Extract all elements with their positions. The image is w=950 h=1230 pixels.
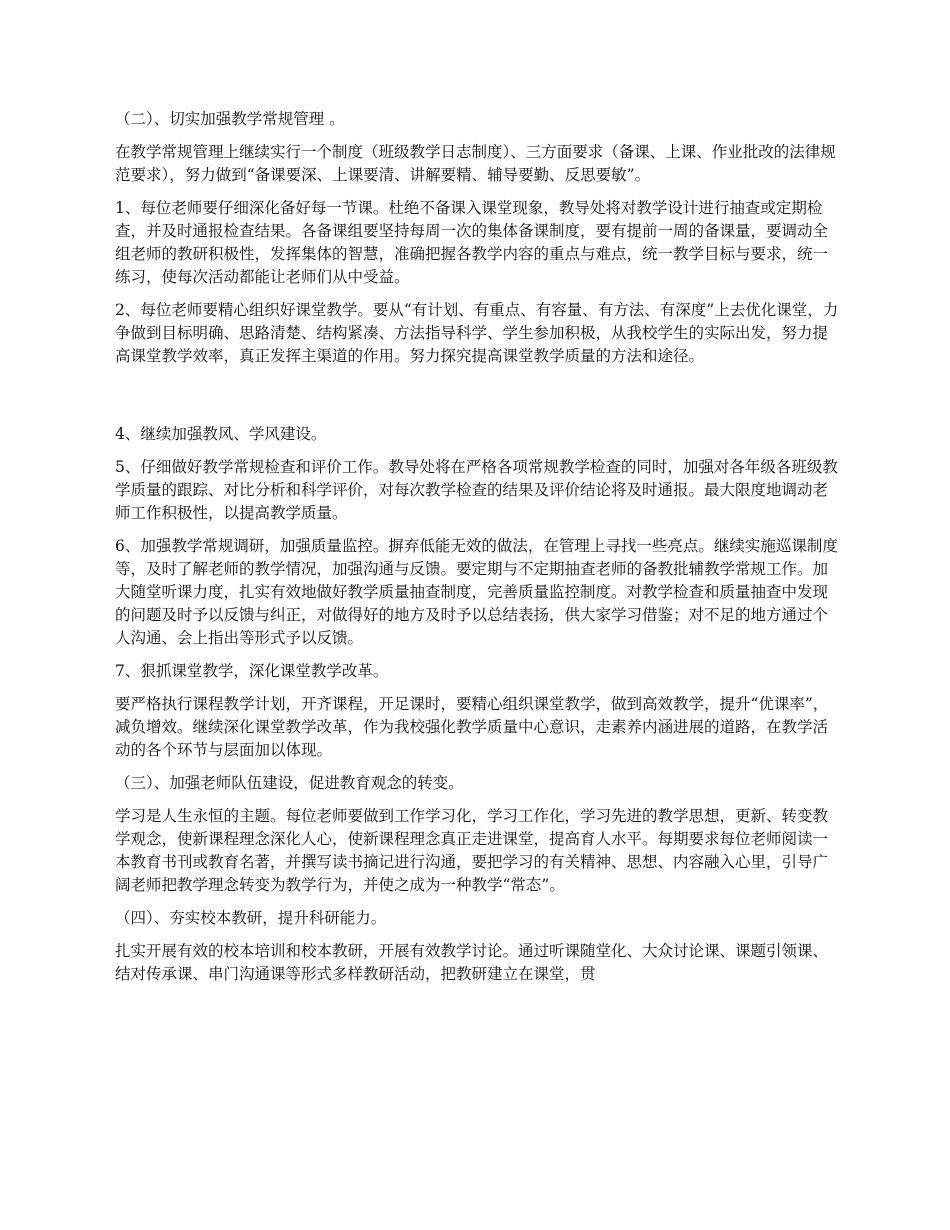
section-heading-2: （二）、切实加强教学常规管理 。 <box>115 110 345 128</box>
paragraph-routine-management: 在教学常规管理上继续实行一个制度（班级教学日志制度）、三方面要求（备课、上课、作业批改的法律规范要求），努力做到“备课要深、上课要清、讲解要精、辅导要勤、反思要敏”。 <box>115 143 836 184</box>
document-body <box>115 108 840 996</box>
section-heading-4: （四）、夯实校本教研，提升科研能力。 <box>115 909 387 927</box>
section-heading-3: （三）、加强老师队伍建设，促进教育观念的转变。 <box>115 774 464 792</box>
paragraph-item-5: 5、仔细做好教学常规检查和评价工作。教导处将在严格各项常规教学检查的同时，加强对各年级各班级教学质量的跟踪、对比分析和科学评价，对每次教学检查的结果及评价结论将及时通报。最大限度地调动老师工作积极性，以提高教学质量。 <box>115 458 838 522</box>
paragraph-teacher-learning: 学习是人生永恒的主题。每位老师要做到工作学习化，学习工作化，学习先进的教学思想，更新、转变教学观念，使新课程理念深化人心，使新课程理念真正走进课堂，提高育人水平。每期要求每位老师阅读一本教育书刊或教育名著，并撰写读书摘记进行沟通，要把学习的有关精神、思想、内容融入心里，引导广阔老师把教学理念转变为教学行为，并使之成为一种教学“常态”。 <box>115 807 829 894</box>
paragraph-item-2: 2、每位老师要精心组织好课堂教学。要从“有计划、有重点、有容量、有方法、有深度”上去优化课堂，力争做到目标明确、思路清楚、结构紧凑、方法指导科学、学生参加积极，从我校学生的实际出发，努力提高课堂教学效率，真正发挥主渠道的作用。努力探究提高课堂教学质量的方法和途径。 <box>115 301 839 365</box>
paragraph-item-7: 7、狠抓课堂教学，深化课堂教学改革。 <box>115 662 389 680</box>
paragraph-classroom-reform: 要严格执行课程教学计划，开齐课程，开足课时，要精心组织课堂教学，做到高效教学，提升“优课率”，减负增效。继续深化课堂教学改革，作为我校强化教学质量中心意识，走素养内涵进展的道路，在教学活动的各个环节与层面加以体现。 <box>115 695 829 759</box>
paragraph-school-research: 扎实开展有效的校本培训和校本教研，开展有效教学讨论。通过听课随堂化、大众讨论课、课题引领课、结对传承课、串门沟通课等形式多样教研活动，把教研建立在课堂，贯 <box>115 942 829 983</box>
paragraph-item-4: 4、继续加强教风、学风建设。 <box>115 425 327 443</box>
paragraph-item-6: 6、加强教学常规调研，加强质量监控。摒弃低能无效的做法，在管理上寻找一些亮点。继续实施巡课制度等，及时了解老师的教学情况，加强沟通与反馈。要定期与不定期抽查老师的备教批辅教学常规工作。加大随堂听课力度，扎实有效地做好教学质量抽查制度，完善质量监控制度。对教学检查和质量抽查中发现的问题及时予以反馈与纠正，对做得好的地方及时予以总结表扬，供大家学习借鉴；对不足的地方通过个人沟通、会上指出等形式予以反馈。 <box>115 537 838 647</box>
paragraph-item-1: 1、每位老师要仔细深化备好每一节课。杜绝不备课入课堂现象，教导处将对教学设计进行抽查或定期检查，并及时通报检查结果。各备课组要坚持每周一次的集体备课制度，要有提前一周的备课量，要调动全组老师的教研积极性，发挥集体的智慧，准确把握各教学内容的重点与难点，统一教学目标与要求，统一练习，使每次活动都能让老师们从中受益。 <box>115 199 829 286</box>
